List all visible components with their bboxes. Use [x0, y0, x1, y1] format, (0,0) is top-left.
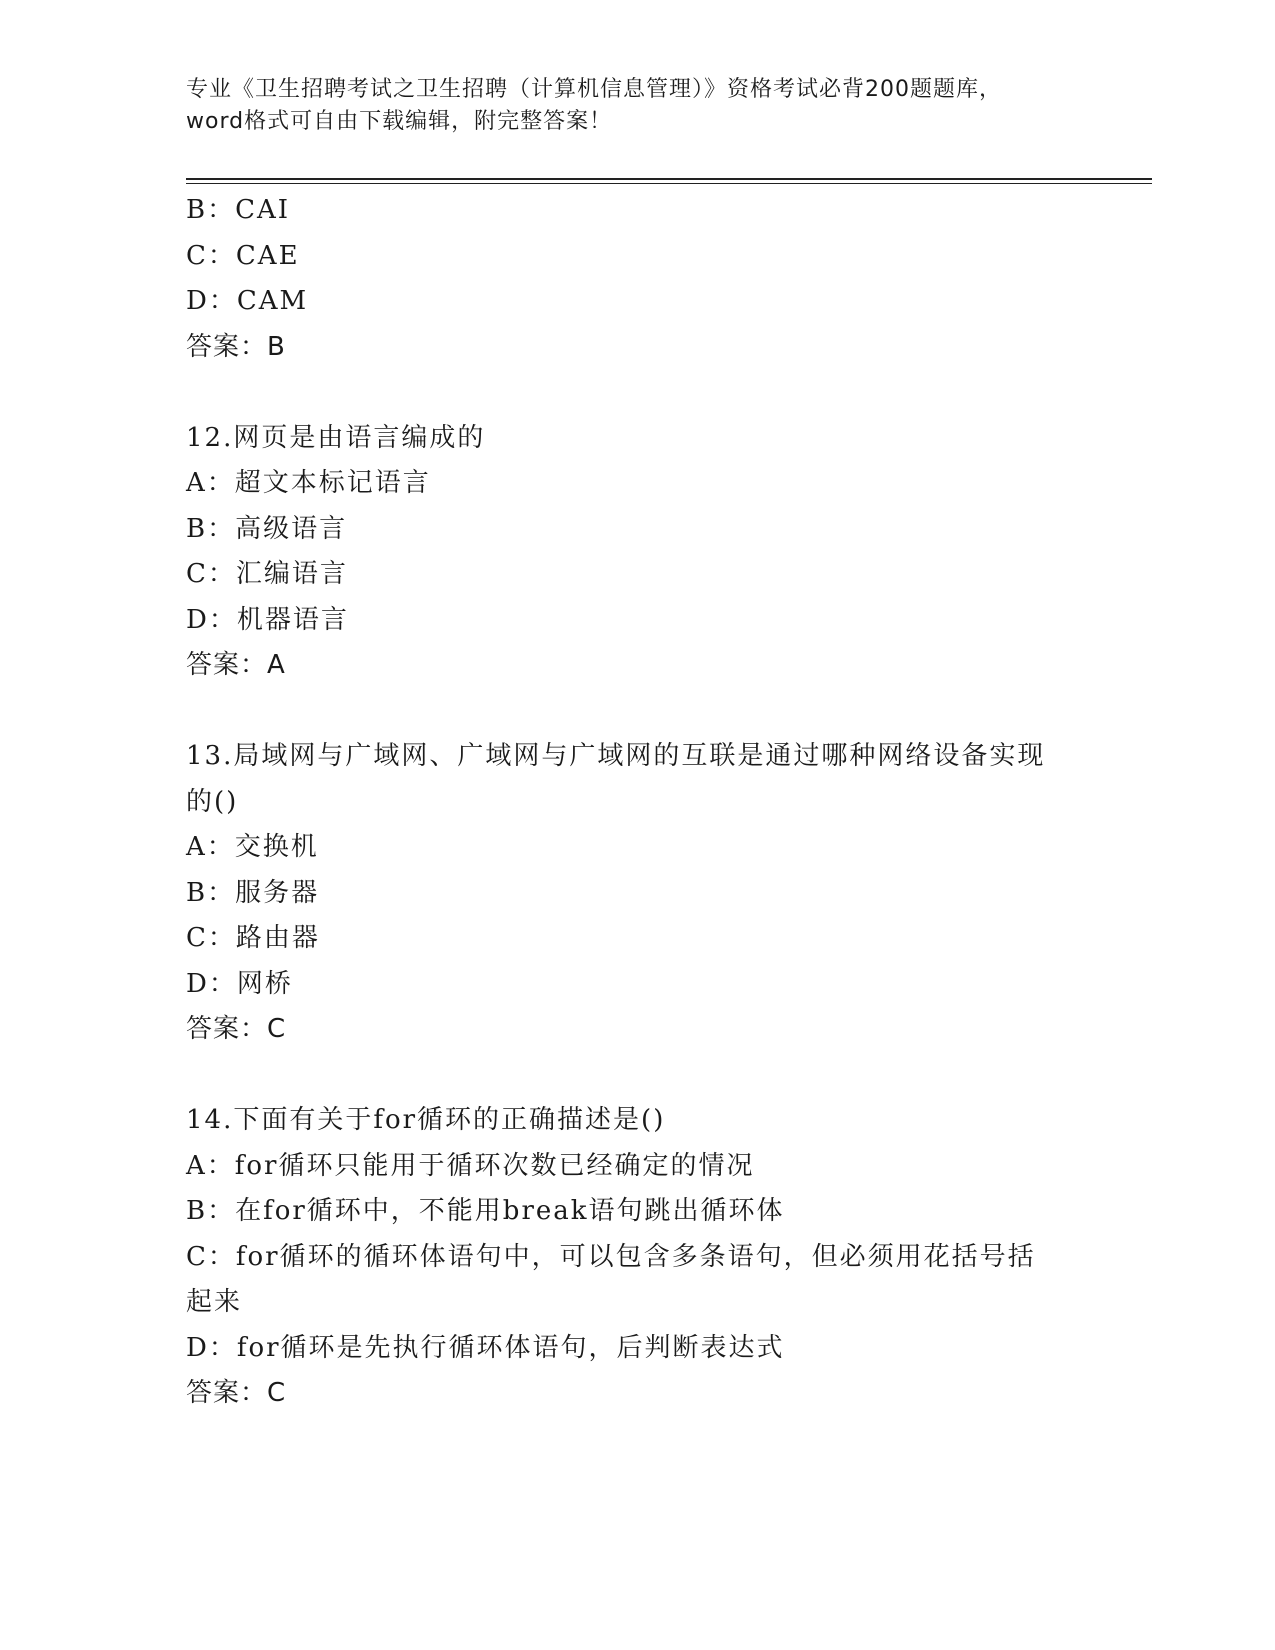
option-d: D：for循环是先执行循环体语句，后判断表达式	[186, 1332, 785, 1363]
question-list	[186, 188, 1086, 1417]
question-stem-continued: 的()	[186, 786, 239, 817]
option-c: C：汇编语言	[186, 559, 348, 589]
question-11-partial	[186, 188, 1086, 370]
document-header	[186, 74, 1086, 138]
option-c: C：for循环的循环体语句中，可以包含多条语句，但必须用花括号括	[186, 1241, 1036, 1272]
spacer	[186, 1053, 1086, 1099]
option-b: B：服务器	[186, 877, 320, 908]
option-d: D：机器语言	[186, 604, 349, 635]
option-a: A：超文本标记语言	[186, 468, 431, 498]
question-stem: 14.下面有关于for循环的正确描述是()	[186, 1105, 666, 1135]
question-stem: 13.局域网与广域网、广域网与广域网的互联是通过哪种网络设备实现	[186, 741, 1046, 771]
option-d: D：CAM	[186, 286, 309, 316]
spacer	[186, 370, 1086, 416]
answer-line: 答案：A	[186, 650, 286, 680]
header-line-1: 专业《卫生招聘考试之卫生招聘（计算机信息管理）》资格考试必背200题题库，	[186, 77, 1002, 102]
option-c: C：CAE	[186, 240, 300, 271]
option-b: B：CAI	[186, 195, 291, 225]
option-b: B：高级语言	[186, 513, 348, 544]
answer-line: 答案：C	[186, 1014, 287, 1044]
answer-line: 答案：B	[186, 331, 286, 362]
header-divider-thin	[186, 183, 1152, 184]
option-a: A：交换机	[186, 832, 319, 862]
option-c-continued: 起来	[186, 1287, 243, 1317]
question-13	[186, 734, 1086, 1053]
option-b: B：在for循环中，不能用break语句跳出循环体	[186, 1196, 785, 1226]
option-c: C：路由器	[186, 923, 320, 953]
spacer	[186, 689, 1086, 735]
question-12	[186, 416, 1086, 689]
answer-line: 答案：C	[186, 1378, 287, 1408]
question-14	[186, 1098, 1086, 1417]
header-divider-thick	[186, 178, 1152, 180]
question-stem: 12.网页是由语言编成的	[186, 422, 486, 453]
header-line-2: word格式可自由下载编辑，附完整答案！	[186, 109, 613, 134]
option-d: D：网桥	[186, 968, 293, 999]
option-a: A：for循环只能用于循环次数已经确定的情况	[186, 1150, 755, 1181]
